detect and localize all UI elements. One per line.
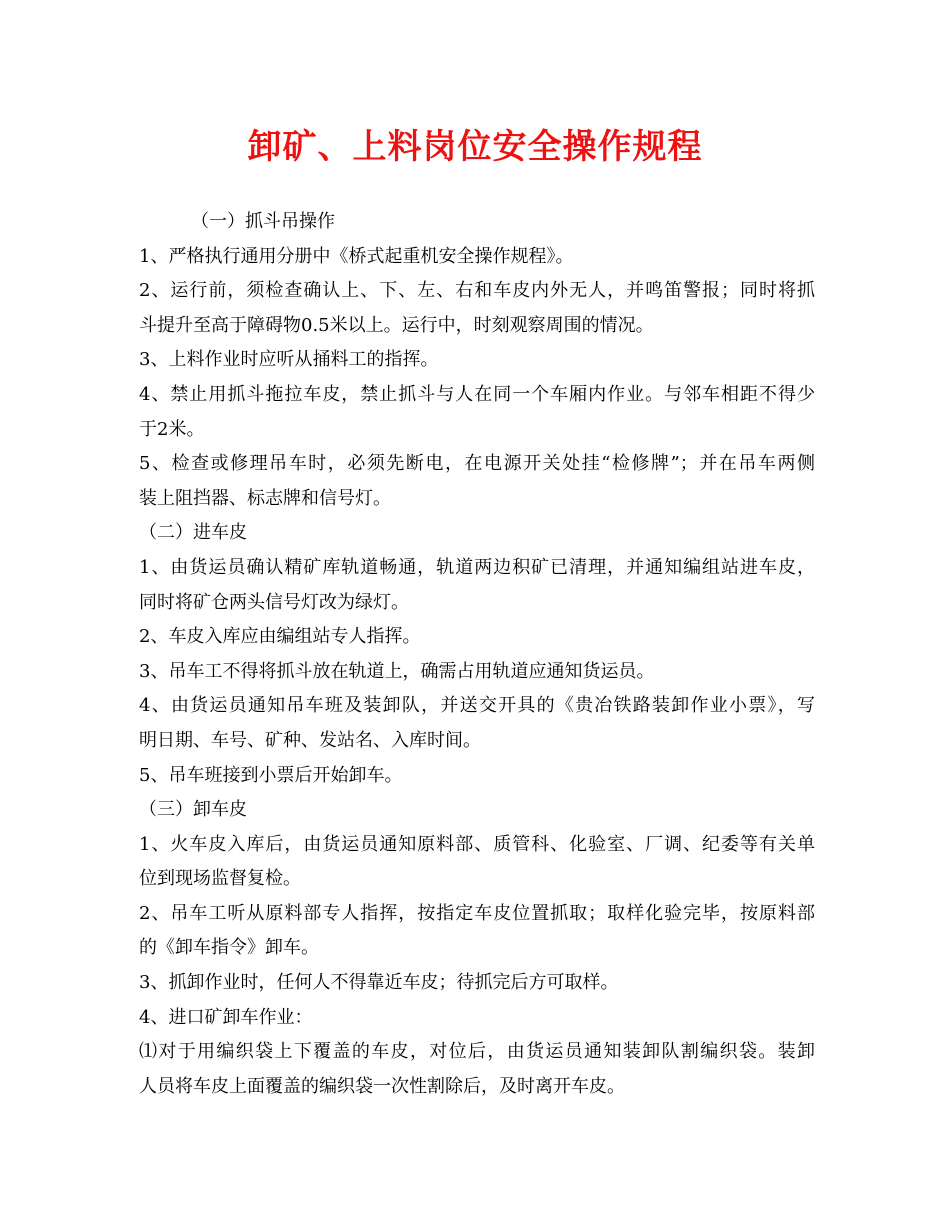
paragraph-line: 5、吊车班接到小票后开始卸车。 bbox=[139, 764, 403, 786]
paragraph-line: 3、上料作业时应听从捅料工的指挥。 bbox=[139, 349, 439, 371]
paragraph-line: 4、禁止用抓斗拖拉车皮，禁止抓斗与人在同一个车厢内作业。与邻车相距不得少 bbox=[139, 383, 815, 405]
paragraph-line: 2、车皮入库应由编组站专人指挥。 bbox=[139, 626, 421, 648]
document-body bbox=[139, 205, 815, 1104]
section-heading: （三）卸车皮 bbox=[139, 799, 247, 821]
paragraph-line: 4、进口矿卸车作业： bbox=[139, 1006, 313, 1028]
paragraph-line: 4、由货运员通知吊车班及装卸队，并送交开具的《贵冶铁路装卸作业小票》，写 bbox=[139, 695, 815, 717]
paragraph-line: 3、吊车工不得将抓斗放在轨道上，确需占用轨道应通知货运员。 bbox=[139, 660, 655, 682]
paragraph-line: 斗提升至高于障碍物0.5米以上。运行中，时刻观察周围的情况。 bbox=[139, 314, 654, 336]
paragraph-line: 同时将矿仓两头信号灯改为绿灯。 bbox=[139, 591, 409, 613]
paragraph-line: 1、由货运员确认精矿库轨道畅通，轨道两边积矿已清理，并通知编组站进车皮， bbox=[139, 556, 815, 578]
paragraph-line: 1、火车皮入库后，由货运员通知原料部、质管科、化验室、厂调、纪委等有关单 bbox=[139, 833, 815, 855]
paragraph-line: 2、吊车工听从原料部专人指挥，按指定车皮位置抓取；取样化验完毕，按原料部 bbox=[139, 902, 815, 924]
paragraph-line: 于2米。 bbox=[139, 418, 205, 440]
paragraph-line: 明日期、车号、矿种、发站名、入库时间。 bbox=[139, 729, 481, 751]
section-heading: （一）抓斗吊操作 bbox=[191, 211, 335, 232]
paragraph-line: 1、严格执行通用分册中《桥式起重机安全操作规程》。 bbox=[139, 245, 574, 267]
section-heading: （二）进车皮 bbox=[139, 522, 247, 544]
paragraph-line: ⑴对于用编织袋上下覆盖的车皮，对位后，由货运员通知装卸队割编织袋。装卸 bbox=[139, 1041, 815, 1063]
paragraph-line: 2、运行前，须检查确认上、下、左、右和车皮内外无人，并鸣笛警报；同时将抓 bbox=[139, 280, 815, 302]
paragraph-line: 的《卸车指令》卸车。 bbox=[139, 937, 319, 959]
paragraph-line: 人员将车皮上面覆盖的编织袋一次性割除后，及时离开车皮。 bbox=[139, 1075, 625, 1097]
paragraph-line: 5、检查或修理吊车时，必须先断电，在电源开关处挂“检修牌”；并在吊车两侧 bbox=[139, 453, 815, 475]
document-title: 卸矿、上料岗位安全操作规程 bbox=[247, 127, 703, 167]
paragraph-line: 装上阻挡器、标志牌和信号灯。 bbox=[139, 487, 391, 509]
paragraph-line: 位到现场监督复检。 bbox=[139, 868, 301, 890]
paragraph-line: 3、抓卸作业时，任何人不得靠近车皮；待抓完后方可取样。 bbox=[139, 972, 619, 994]
